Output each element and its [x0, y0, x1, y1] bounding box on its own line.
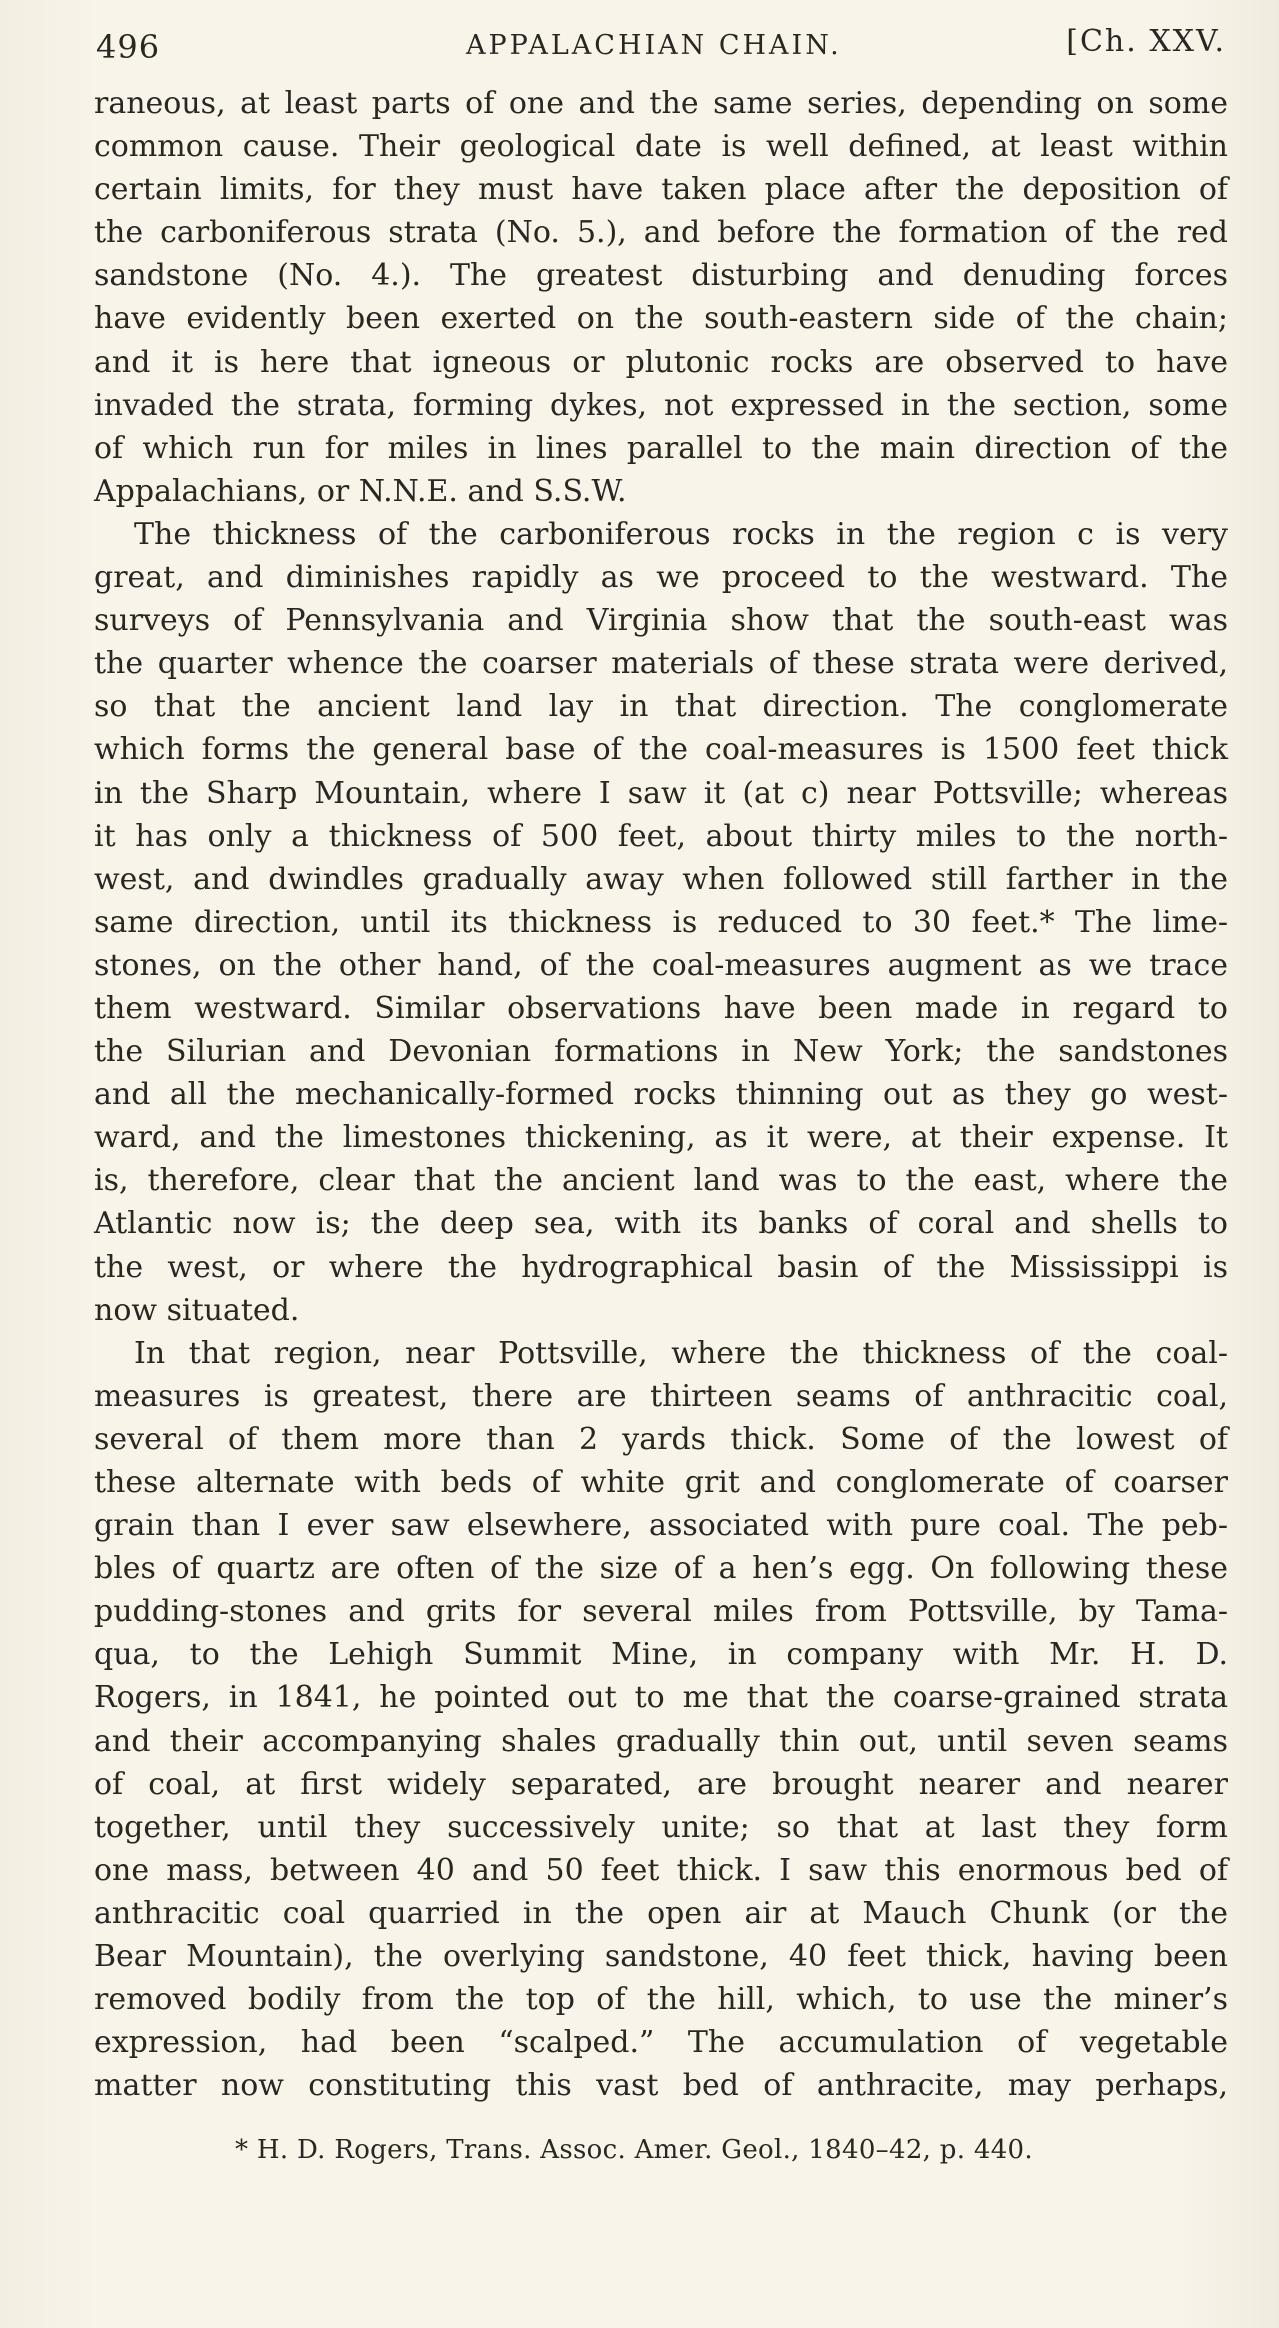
- text-line: several of them more than 2 yards thick. Some of the lowest of: [94, 1421, 1228, 1457]
- text-line: certain limits, for they must have taken place after the deposition of: [94, 172, 1228, 208]
- text-line: common cause. Their geological date is well defined, at least within: [94, 129, 1228, 165]
- text-line: stones, on the other hand, of the coal-measures augment as we trace: [94, 947, 1228, 983]
- text-line: grain than I ever saw elsewhere, associated with pure coal. The peb-: [94, 1508, 1228, 1544]
- text-line: in the Sharp Mountain, where I saw it (at c) near Pottsville; whereas: [94, 775, 1228, 811]
- text-line: the west, or where the hydrographical basin of the Mississippi is: [94, 1249, 1228, 1285]
- text-line: these alternate with beds of white grit and conglomerate of coarser: [94, 1465, 1228, 1500]
- text-line: ward, and the limestones thickening, as it were, at their expense. It: [94, 1120, 1228, 1156]
- text-line: Atlantic now is; the deep sea, with its banks of coral and shells to: [94, 1206, 1228, 1242]
- running-title: APPALACHIAN CHAIN.: [466, 30, 842, 61]
- text-line: The thickness of the carboniferous rocks in the region c is very: [134, 516, 1228, 552]
- text-line: qua, to the Lehigh Summit Mine, in company with Mr. H. D.: [94, 1637, 1228, 1673]
- body-text: [94, 82, 1228, 2107]
- text-line: of coal, at first widely separated, are brought nearer and nearer: [94, 1766, 1228, 1802]
- text-line: the carboniferous strata (No. 5.), and before the formation of the red: [94, 215, 1228, 251]
- text-line: In that region, near Pottsville, where the thickness of the coal-: [134, 1335, 1228, 1371]
- text-line: Appalachians, or N.N.E. and S.S.W.: [94, 473, 627, 509]
- text-line: great, and diminishes rapidly as we proceed to the westward. The: [94, 560, 1228, 596]
- text-line: the quarter whence the coarser materials of these strata were derived,: [94, 646, 1228, 682]
- chapter-reference: [Ch. XXV.: [1066, 24, 1226, 59]
- page-number: 496: [96, 28, 161, 66]
- text-line: expression, had been “scalped.” The accumulation of vegetable: [94, 2025, 1228, 2061]
- text-line: so that the ancient land lay in that direction. The conglomerate: [94, 689, 1228, 725]
- text-line: removed bodily from the top of the hill, which, to use the miner’s: [94, 1982, 1228, 2018]
- text-line: which forms the general base of the coal-measures is 1500 feet thick: [94, 732, 1228, 768]
- text-line: pudding-stones and grits for several miles from Pottsville, by Tama-: [94, 1594, 1228, 1630]
- text-line: matter now constituting this vast bed of anthracite, may perhaps,: [94, 2068, 1228, 2104]
- text-line: now situated.: [94, 1292, 300, 1328]
- text-line: raneous, at least parts of one and the same series, depending on some: [94, 86, 1228, 121]
- text-line: them westward. Similar observations have been made in regard to: [94, 990, 1228, 1026]
- text-line: together, until they successively unite; so that at last they form: [94, 1809, 1228, 1845]
- text-line: one mass, between 40 and 50 feet thick. I saw this enormous bed of: [94, 1852, 1228, 1888]
- text-line: measures is greatest, there are thirteen seams of anthracitic coal,: [94, 1378, 1228, 1414]
- text-line: bles of quartz are often of the size of a hen’s egg. On following these: [94, 1551, 1228, 1587]
- text-line: it has only a thickness of 500 feet, about thirty miles to the north-: [94, 818, 1228, 854]
- text-line: Bear Mountain), the overlying sandstone, 40 feet thick, having been: [94, 1939, 1228, 1975]
- footnote: * H. D. Rogers, Trans. Assoc. Amer. Geol., 1840–42, p. 440.: [235, 2135, 1033, 2165]
- text-line: anthracitic coal quarried in the open air at Mauch Chunk (or the: [94, 1895, 1228, 1931]
- text-line: and all the mechanically-formed rocks thinning out as they go west-: [94, 1077, 1228, 1113]
- text-line: same direction, until its thickness is reduced to 30 feet.* The lime-: [94, 904, 1228, 940]
- text-line: and their accompanying shales gradually thin out, until seven seams: [94, 1723, 1228, 1759]
- text-line: and it is here that igneous or plutonic rocks are observed to have: [94, 344, 1228, 380]
- text-line: west, and dwindles gradually away when followed still farther in the: [94, 861, 1228, 897]
- text-line: of which run for miles in lines parallel to the main direction of the: [94, 430, 1228, 466]
- text-line: the Silurian and Devonian formations in New York; the sandstones: [94, 1034, 1228, 1070]
- text-line: Rogers, in 1841, he pointed out to me that the coarse-grained strata: [94, 1680, 1228, 1716]
- page-header: [96, 24, 1232, 74]
- text-line: invaded the strata, forming dykes, not expressed in the section, some: [94, 387, 1228, 423]
- text-line: is, therefore, clear that the ancient land was to the east, where the: [94, 1163, 1228, 1199]
- text-line: sandstone (No. 4.). The greatest disturbing and denuding forces: [94, 258, 1228, 294]
- text-line: have evidently been exerted on the south-eastern side of the chain;: [94, 301, 1228, 337]
- text-line: surveys of Pennsylvania and Virginia show that the south-east was: [94, 603, 1228, 639]
